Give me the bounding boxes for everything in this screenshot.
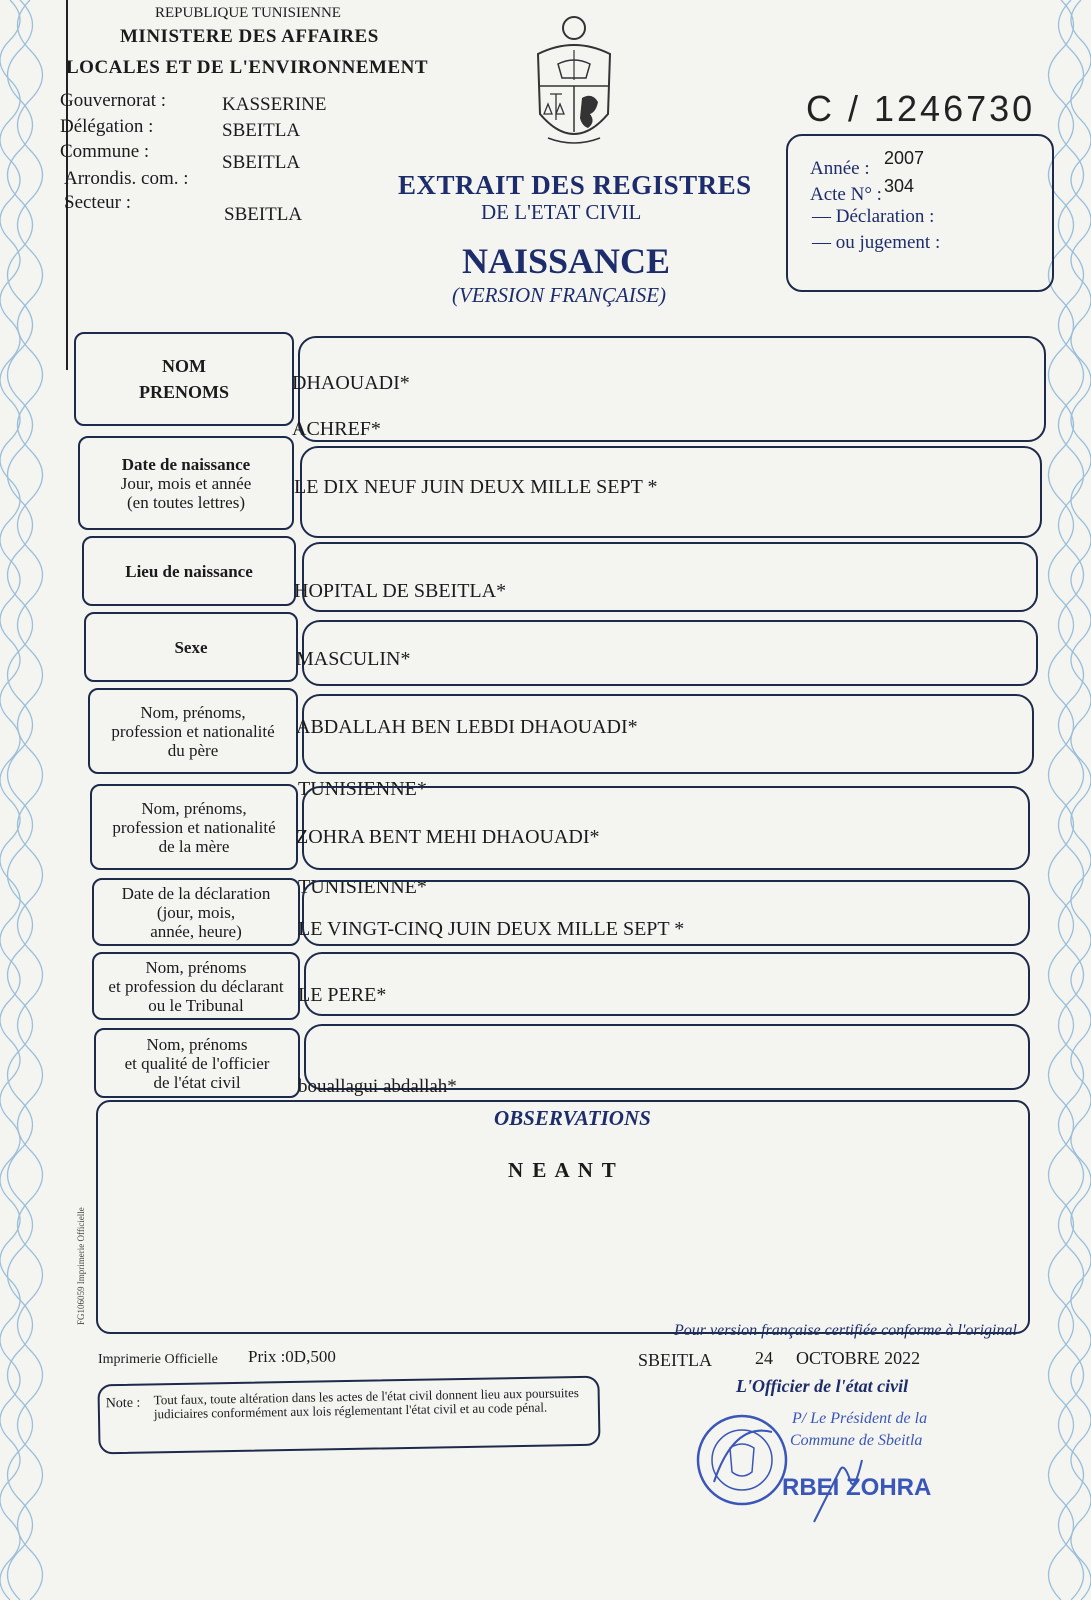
gouvernorat-label: Gouvernorat :	[60, 90, 167, 111]
label-line: PRENOMS	[139, 382, 229, 402]
month-year-label: OCTOBRE 2022	[796, 1348, 921, 1368]
value-sexe: MASCULIN*	[296, 648, 411, 670]
value-pere-nationalite: TUNISIENNE*	[298, 778, 427, 800]
observations-title: OBSERVATIONS	[494, 1106, 651, 1130]
ministere-line-2: LOCALES ET DE L'ENVIRONNEMENT	[66, 57, 429, 78]
serial-number: C / 1246730	[806, 88, 1036, 129]
label-line: et qualité de l'officier	[124, 1053, 270, 1073]
jugement-label: — ou jugement :	[812, 232, 941, 253]
imprimerie-label: Imprimerie Officielle	[98, 1352, 218, 1367]
annee-label: Année :	[810, 158, 870, 179]
official-stamp-icon	[694, 1412, 790, 1508]
note-text: Tout faux, toute altération dans les actes de l'état civil donnent lieu aux poursuites judiciaires conformément aux lois réglementant l'état civil et au code pénal.	[153, 1384, 580, 1422]
label-line: du père	[167, 740, 219, 760]
acte-box	[786, 134, 1054, 292]
value-box-declarant	[304, 952, 1030, 1016]
president-line-1: P/ Le Président de la	[792, 1410, 928, 1427]
decorative-border-left	[0, 0, 60, 1600]
label-line: Lieu de naissance	[125, 561, 253, 581]
signature-icon	[800, 1450, 880, 1530]
value-box-nom	[298, 336, 1046, 442]
value-nom: DHAOUADI*	[292, 372, 410, 394]
commune-label: Commune :	[60, 141, 150, 162]
arrondis-label: Arrondis. com. :	[64, 168, 189, 189]
certified-text: Pour version française certifiée conforme à l'original	[674, 1322, 1017, 1339]
side-print-code: FG106059 Imprimerie Officielle	[76, 1207, 86, 1325]
label-line: de la mère	[158, 836, 230, 856]
label-line: Date de la déclaration	[121, 883, 271, 903]
label-line: Sexe	[174, 637, 208, 657]
gouvernorat-value: KASSERINE	[222, 94, 327, 115]
label-line: Jour, mois et année	[120, 473, 252, 493]
label-line: (en toutes lettres)	[126, 492, 245, 512]
coat-of-arms-icon	[528, 14, 620, 158]
label-line: Nom, prénoms	[145, 957, 247, 977]
title-version: (VERSION FRANÇAISE)	[452, 283, 667, 307]
value-officier: bouallagui abdallah*	[298, 1076, 457, 1097]
acte-label: Acte N° :	[810, 184, 882, 205]
value-declarant: LE PERE*	[298, 984, 387, 1006]
place-label: SBEITLA	[638, 1350, 712, 1370]
officer-title: L'Officier de l'état civil	[736, 1376, 909, 1396]
label-declarant	[92, 952, 300, 1020]
label-mere	[90, 784, 298, 870]
label-line: ou le Tribunal	[148, 995, 244, 1015]
title-naissance: NAISSANCE	[462, 241, 671, 281]
label-line: profession et nationalité	[111, 721, 275, 741]
day-label: 24	[755, 1348, 773, 1368]
republique-label: REPUBLIQUE TUNISIENNE	[155, 5, 341, 21]
label-line: NOM	[162, 356, 206, 376]
label-line: Nom, prénoms,	[140, 702, 246, 722]
value-prenom: ACHREF*	[292, 418, 381, 440]
note-box	[97, 1376, 600, 1455]
label-line: année, heure)	[150, 921, 242, 941]
secteur-value: SBEITLA	[224, 204, 303, 225]
label-pere	[88, 688, 298, 774]
signatory-name: RBEI ZOHRA	[782, 1474, 932, 1501]
label-nom-prenoms	[74, 332, 294, 426]
delegation-label: Délégation :	[60, 116, 154, 137]
title-line-1: EXTRAIT DES REGISTRES	[398, 170, 752, 200]
value-lieu-naissance: HOPITAL DE SBEITLA*	[294, 580, 507, 602]
label-sexe	[84, 612, 298, 682]
annee-value: 2007	[884, 148, 925, 168]
label-line: Date de naissance	[121, 454, 251, 474]
value-pere-nom: ABDALLAH BEN LEBDI DHAOUADI*	[296, 716, 638, 738]
value-mere-nationalite: TUNISIENNE*	[298, 876, 427, 898]
delegation-value: SBEITLA	[222, 120, 301, 141]
commune-value: SBEITLA	[222, 152, 301, 173]
label-line: et profession du déclarant	[108, 976, 284, 996]
ministere-line-1: MINISTERE DES AFFAIRES	[120, 26, 379, 47]
declaration-label: — Déclaration :	[812, 206, 935, 227]
label-line: de l'état civil	[153, 1072, 241, 1092]
secteur-label: Secteur :	[64, 192, 132, 213]
observations-box	[96, 1100, 1030, 1334]
value-date-declaration: LE VINGT-CINQ JUIN DEUX MILLE SEPT *	[298, 918, 685, 940]
value-date-naissance: LE DIX NEUF JUIN DEUX MILLE SEPT *	[294, 476, 658, 498]
acte-value: 304	[884, 176, 915, 196]
label-officier	[94, 1028, 300, 1098]
observations-content: N E A N T	[508, 1158, 618, 1182]
note-label: Note :	[105, 1395, 141, 1412]
label-date-naissance	[78, 436, 294, 530]
label-date-declaration	[92, 878, 300, 946]
label-line: profession et nationalité	[112, 817, 276, 837]
prix-label: Prix :0D,500	[248, 1347, 336, 1366]
label-lieu-naissance	[82, 536, 296, 606]
label-line: (jour, mois,	[156, 902, 236, 922]
label-line: Nom, prénoms,	[141, 798, 247, 818]
president-line-2: Commune de Sbeitla	[790, 1432, 923, 1449]
label-line: Nom, prénoms	[146, 1034, 248, 1054]
value-mere-nom: ZOHRA BENT MEHI DHAOUADI*	[296, 826, 600, 848]
value-box-sexe	[302, 620, 1038, 686]
title-line-2: DE L'ETAT CIVIL	[481, 200, 642, 224]
